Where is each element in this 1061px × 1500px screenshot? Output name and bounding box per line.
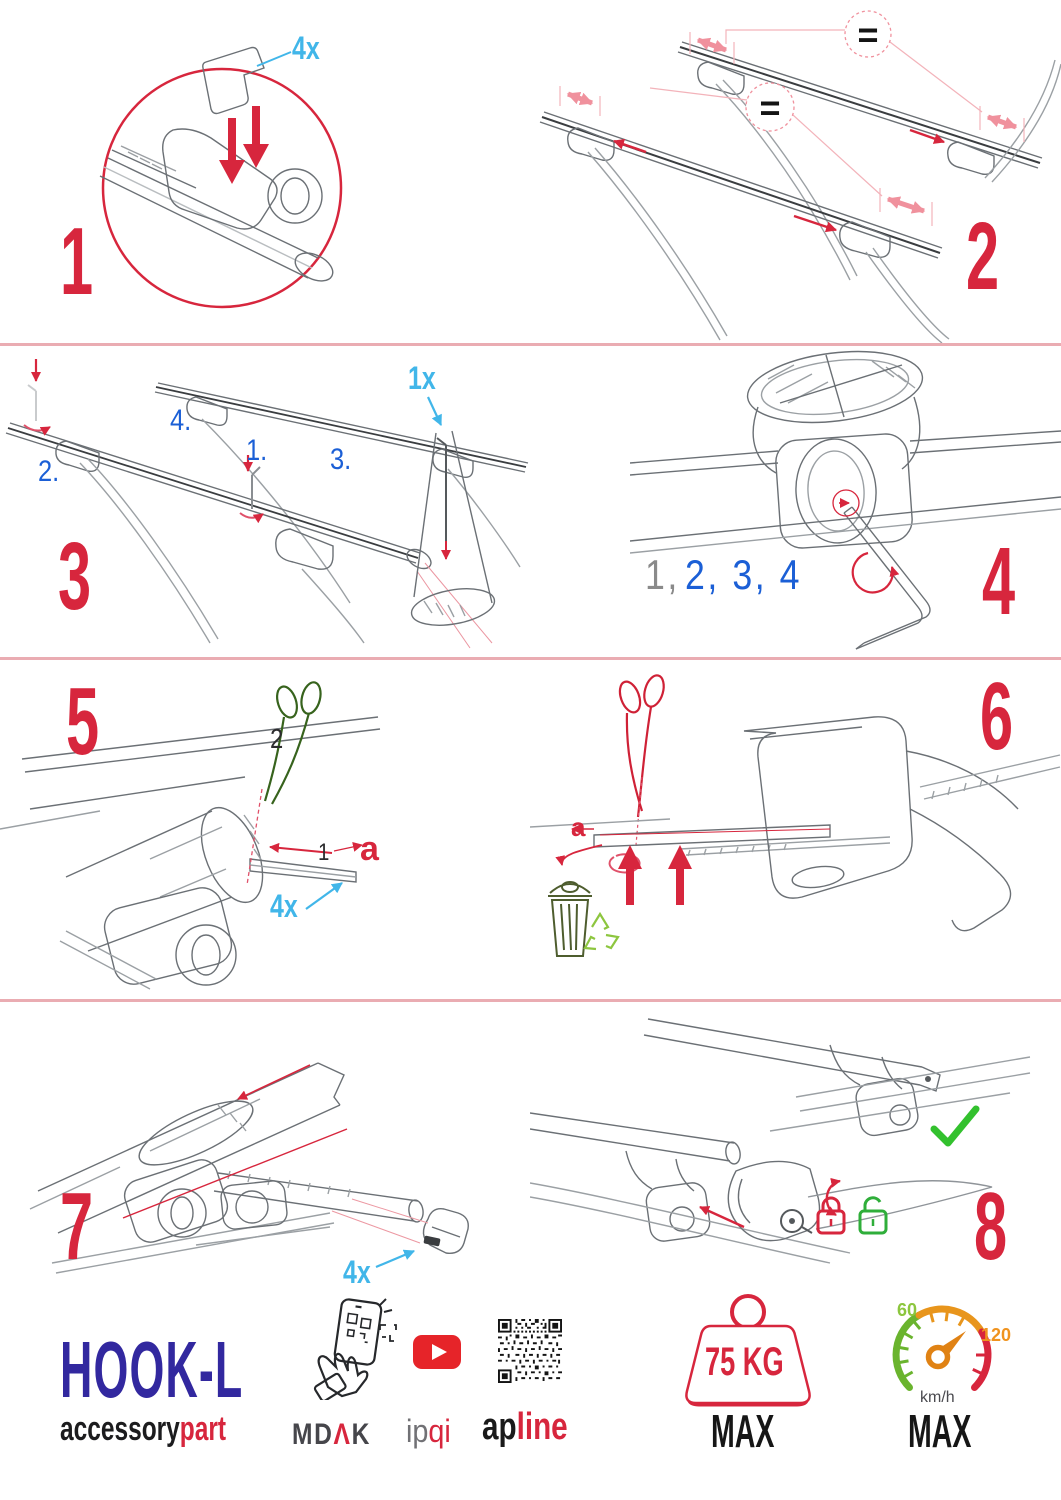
brand-logo-black: accessory — [60, 1410, 180, 1448]
step-5-strip-label: 1 — [318, 839, 330, 866]
product-name: HOOK-L — [60, 1325, 244, 1414]
step-7-number: 7 — [60, 1173, 94, 1280]
trash-bin-icon — [548, 882, 592, 956]
end-cap-icon — [423, 1209, 468, 1254]
step-5-cut-label: 2 — [270, 723, 284, 754]
step-1-number: 1 — [60, 208, 94, 315]
brand-logo — [60, 1412, 226, 1446]
key-icon — [781, 1210, 812, 1233]
step-3-number: 3 — [58, 523, 92, 630]
recycle-icon — [585, 914, 618, 949]
step-4-number: 4 — [982, 528, 1016, 635]
apline-logo — [482, 1408, 568, 1446]
scissors-icon — [616, 673, 667, 817]
checkmark-icon — [934, 1109, 976, 1143]
step-3-qty-label: 1x — [408, 360, 436, 396]
max-load-value: 75 KG — [705, 1340, 784, 1384]
allen-key-icon — [437, 438, 446, 557]
sequence-gray: 1, — [645, 551, 680, 598]
youtube-icon — [413, 1335, 461, 1369]
step-3-sub-label-4: 4. — [170, 404, 192, 437]
apline-red: line — [516, 1406, 568, 1448]
equal-badge-text: = — [857, 14, 879, 55]
gap-measure-arrows-icon — [568, 40, 1016, 211]
mdak-logo — [292, 1420, 371, 1450]
mdak-gray2: K — [351, 1418, 372, 1451]
speed-tick-low: 60 — [897, 1300, 918, 1320]
rotate-arrow-icon — [853, 553, 893, 592]
step-2-number: 2 — [966, 203, 1000, 310]
equal-badge-text: = — [759, 87, 781, 128]
sequence-blue: 2, 3, 4 — [684, 551, 803, 598]
apline-dark: ap — [482, 1406, 517, 1448]
phone-qr-icon — [308, 1295, 398, 1400]
step-8-number: 8 — [974, 1173, 1008, 1280]
slide-arrows-icon — [614, 130, 944, 230]
mdak-red: Λ — [333, 1418, 352, 1451]
step-3-sub-label-3: 3. — [330, 443, 352, 476]
qr-code — [498, 1318, 562, 1384]
step-3-sub-label-1: 1. — [246, 434, 268, 467]
step-6-letter-label: a — [571, 812, 586, 842]
speed-unit: km/h — [920, 1389, 955, 1406]
ipqi-red: qi — [428, 1413, 451, 1449]
step-5-number: 5 — [66, 668, 100, 775]
max-speed-label: MAX — [908, 1405, 972, 1457]
step-3-sub-label-2: 2. — [38, 455, 60, 488]
allen-key-icon — [252, 467, 260, 509]
ipqi-logo — [406, 1415, 451, 1447]
max-load-label: MAX — [711, 1405, 775, 1457]
step-6-number: 6 — [980, 663, 1014, 770]
push-up-arrows-icon — [618, 845, 692, 905]
step-5-letter-label: a — [360, 830, 379, 868]
ghost-allen-key-icon — [28, 385, 36, 421]
mdak-gray1: MD — [292, 1418, 334, 1451]
speed-tick-high: 120 — [981, 1325, 1012, 1345]
step-7-qty-label: 4x — [343, 1254, 371, 1290]
step-5-qty-label: 4x — [270, 888, 298, 924]
step-1-qty-label: 4x — [292, 30, 320, 66]
ipqi-gray: ip — [406, 1413, 429, 1449]
brand-logo-red: part — [179, 1410, 227, 1448]
step-4-sequence-label — [645, 551, 803, 598]
